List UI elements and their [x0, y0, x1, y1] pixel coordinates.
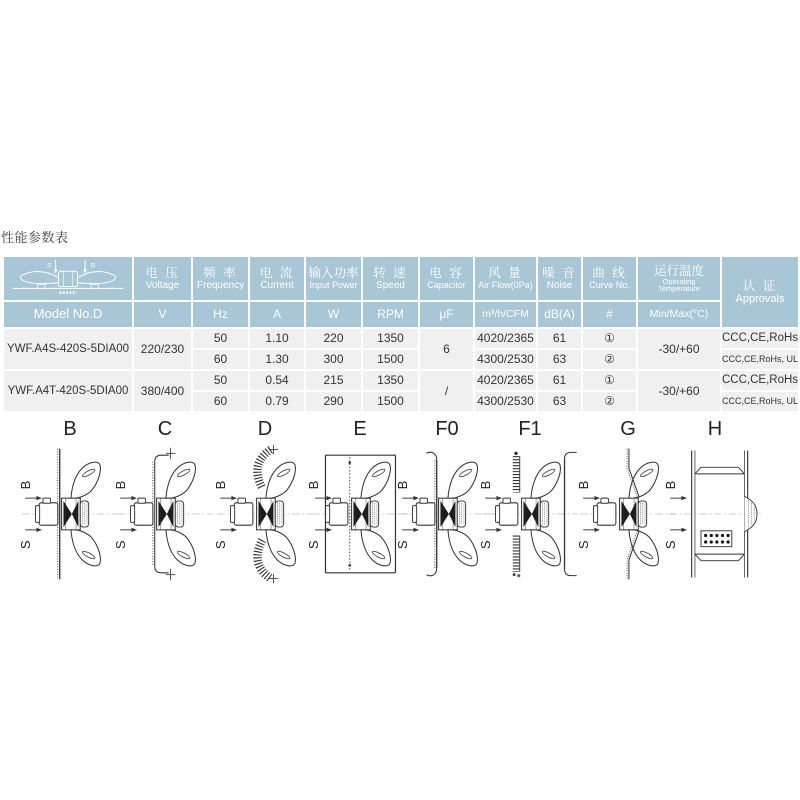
cell-airflow: 4300/2530: [475, 350, 536, 369]
svg-text:S: S: [575, 540, 591, 550]
svg-text:B: B: [477, 480, 493, 490]
svg-text:B: B: [306, 480, 321, 490]
cell-model-1: YWF.A4S-420S-5DIA00: [4, 329, 132, 369]
cell-temp-2: -30/+60: [638, 371, 720, 411]
svg-text:S: S: [394, 540, 410, 550]
svg-text:B: B: [662, 480, 678, 490]
fan-mount-drawing-b: [15, 444, 125, 584]
cell-power: 220: [306, 329, 361, 348]
cell-curve: ②: [583, 350, 636, 369]
cell-rpm: 1350: [363, 329, 418, 348]
cell-current: 0.54: [250, 371, 304, 390]
cell-curve: ②: [583, 392, 636, 411]
cell-current: 1.30: [250, 350, 304, 369]
cell-hz: 50: [193, 371, 248, 390]
cell-rpm: 1500: [363, 392, 418, 411]
col-header-airflow: 风 量 Air Flow(0Pa): [475, 257, 536, 300]
fan-mount-drawing-h: [660, 444, 770, 584]
col-header-voltage: 电 压 Voltage: [134, 257, 191, 300]
unit-operating-temp: Min/Max(°C): [638, 302, 720, 327]
unit-speed: RPM: [363, 302, 418, 327]
col-header-input-power: 输入功率 Input Power: [306, 257, 361, 300]
fan-mount-drawing-f1: [475, 444, 585, 584]
diagram-label: G: [620, 418, 636, 440]
cell-airflow: 4300/2530: [475, 392, 536, 411]
svg-text:B: B: [17, 480, 33, 490]
cell-approvals: CCC,CE,RoHs, UL: [722, 350, 798, 369]
svg-text:S: S: [662, 540, 678, 550]
svg-text:S: S: [17, 540, 33, 550]
svg-text:B: B: [575, 480, 591, 490]
diagram-label: B: [63, 418, 77, 440]
header-icon-cell: [4, 257, 132, 300]
model-header: Model No.D: [4, 302, 132, 327]
cell-noise: 63: [538, 350, 581, 369]
unit-curve: #: [583, 302, 636, 327]
diagram-label: E: [353, 418, 367, 440]
cell-capacitor-2: /: [420, 371, 473, 411]
unit-voltage: V: [134, 302, 191, 327]
svg-text:S: S: [212, 540, 228, 550]
diagram-type-f1: [475, 414, 585, 584]
cell-hz: 50: [193, 329, 248, 348]
svg-text:B: B: [90, 262, 96, 270]
svg-text:S: S: [47, 262, 52, 270]
svg-text:S: S: [477, 540, 493, 550]
unit-noise: dB(A): [538, 302, 581, 327]
cell-power: 300: [306, 350, 361, 369]
cell-noise: 61: [538, 329, 581, 348]
cell-temp-1: -30/+60: [638, 329, 720, 369]
col-header-frequency: 频 率 Frequency: [193, 257, 248, 300]
cell-voltage-2: 380/400: [134, 371, 191, 411]
col-header-operating-temp: 运行温度 Operating Temperature: [638, 257, 720, 300]
fan-schematic-icon: [6, 257, 130, 295]
unit-capacitor: μF: [420, 302, 473, 327]
cell-noise: 61: [538, 371, 581, 390]
cell-airflow: 4020/2365: [475, 329, 536, 348]
unit-input-power: W: [306, 302, 361, 327]
cell-approvals: CCC,CE,RoHs, UL: [722, 392, 798, 411]
diagram-type-h: [660, 414, 770, 584]
cell-noise: 63: [538, 392, 581, 411]
cell-power: 290: [306, 392, 361, 411]
diagram-type-d: [210, 414, 320, 584]
diagram-label: F1: [518, 418, 542, 440]
unit-airflow: m³/h/CFM: [475, 302, 536, 327]
svg-text:B: B: [112, 480, 128, 490]
cell-current: 1.10: [250, 329, 304, 348]
col-header-current: 电 流 Current: [250, 257, 304, 300]
col-header-approvals: 认 证 Approvals: [722, 257, 798, 327]
fan-mount-drawing-c: [110, 444, 220, 584]
diagram-label: H: [707, 418, 723, 440]
diagram-label: C: [157, 418, 173, 440]
diagram-type-c: [110, 414, 220, 584]
page-title: 性能参数表: [1, 230, 69, 245]
cell-power: 215: [306, 371, 361, 390]
cell-approvals: CCC,CE,RoHs: [722, 329, 798, 348]
cell-rpm: 1500: [363, 350, 418, 369]
diagram-type-b: [15, 414, 125, 584]
cell-capacitor-1: 6: [420, 329, 473, 369]
unit-current: A: [250, 302, 304, 327]
cell-current: 0.79: [250, 392, 304, 411]
diagram-label: D: [257, 418, 273, 440]
col-header-capacitor: 电 容 Capacitor: [420, 257, 473, 300]
cell-airflow: 4020/2365: [475, 371, 536, 390]
svg-text:S: S: [306, 540, 321, 550]
col-header-noise: 噪 音 Noise: [538, 257, 581, 300]
svg-text:B: B: [212, 480, 228, 490]
cell-approvals: CCC,CE,RoHs: [722, 371, 798, 390]
diagram-label: F0: [435, 418, 459, 440]
cell-curve: ①: [583, 329, 636, 348]
svg-text:S: S: [112, 540, 128, 550]
spec-table: [2, 255, 800, 413]
cell-model-2: YWF.A4T-420S-5DIA00: [4, 371, 132, 411]
cell-voltage-1: 220/230: [134, 329, 191, 369]
cell-curve: ①: [583, 371, 636, 390]
cell-hz: 60: [193, 350, 248, 369]
fan-mount-drawing-d: [210, 444, 320, 584]
svg-text:B: B: [394, 480, 410, 490]
cell-hz: 60: [193, 392, 248, 411]
cell-rpm: 1350: [363, 371, 418, 390]
unit-frequency: Hz: [193, 302, 248, 327]
col-header-curve: 曲 线 Curve No.: [583, 257, 636, 300]
col-header-speed: 转 速 Speed: [363, 257, 418, 300]
